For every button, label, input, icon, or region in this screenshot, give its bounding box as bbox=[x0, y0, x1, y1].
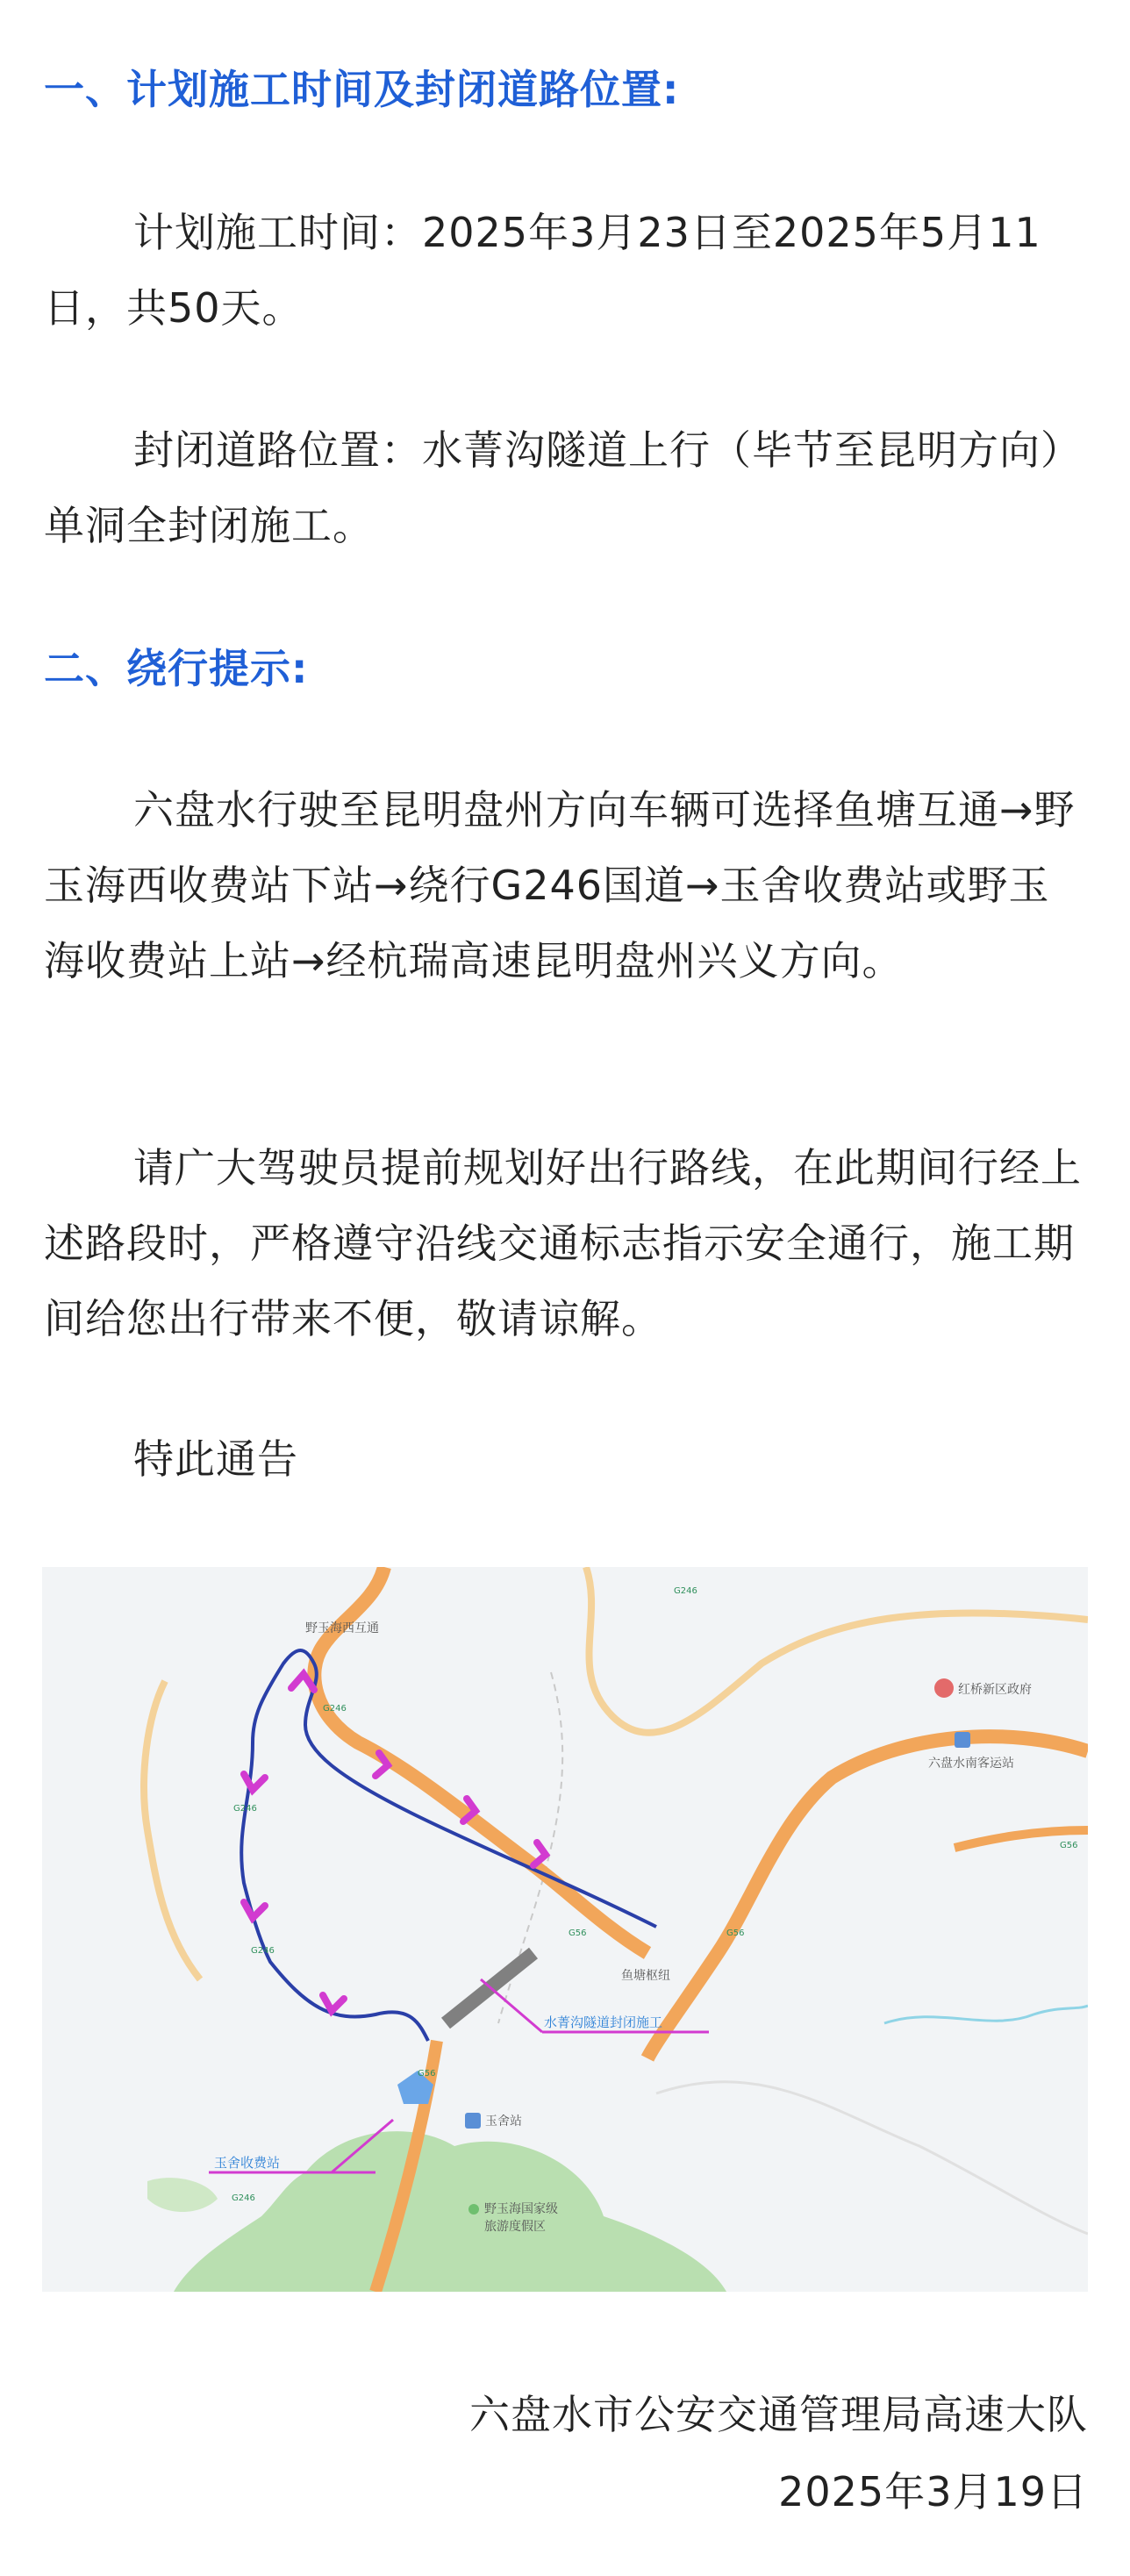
g246-shield-c: G246 bbox=[251, 1946, 275, 1956]
toll-station-label: 玉舍收费站 bbox=[214, 2155, 281, 2171]
g56-shield: G56 bbox=[569, 1928, 587, 1938]
tunnel-closure-label: 水菁沟隧道封闭施工 bbox=[544, 2014, 663, 2030]
scenic-label-line2: 旅游度假区 bbox=[484, 2220, 546, 2234]
gov-label: 红桥新区政府 bbox=[958, 1683, 1032, 1697]
g56-shield-b: G56 bbox=[726, 1928, 745, 1938]
closing-text: 特此通告 bbox=[133, 1435, 298, 1483]
section1-heading: 一、计划施工时间及封闭道路位置: bbox=[44, 66, 680, 113]
scenic-label-line1: 野玉海国家级 bbox=[484, 2202, 558, 2216]
bus-station-icon bbox=[955, 1732, 970, 1748]
g246-shield-e: G246 bbox=[674, 1586, 697, 1596]
g246-shield-d: G246 bbox=[232, 2193, 255, 2203]
construction-time-paragraph: 计划施工时间：2025年3月23日至2025年5月11日，共50天。 bbox=[44, 209, 1041, 332]
yushe-station-icon bbox=[465, 2113, 481, 2129]
signature-date: 2025年3月19日 bbox=[778, 2468, 1088, 2515]
bus-station-label: 六盘水南客运站 bbox=[928, 1757, 1014, 1771]
signature-org: 六盘水市公安交通管理局高速大队 bbox=[469, 2391, 1088, 2438]
g56-shield-c: G56 bbox=[1060, 1841, 1078, 1850]
scenic-area-icon bbox=[468, 2204, 479, 2215]
g56-shield-d: G56 bbox=[418, 2069, 436, 2079]
g246-shield-a: G246 bbox=[323, 1704, 347, 1714]
yutang-label: 鱼塘枢纽 bbox=[621, 1969, 670, 1983]
section2-heading: 二、绕行提示: bbox=[44, 645, 309, 692]
g246-shield-b: G246 bbox=[233, 1804, 257, 1814]
gov-marker-icon bbox=[934, 1678, 954, 1698]
notice-paragraph: 请广大驾驶员提前规划好出行路线，在此期间行经上述路段时，严格遵守沿线交通标志指示安全通行，施工期间给您出行带来不便，敬请谅解。 bbox=[44, 1144, 1082, 1342]
closed-road-paragraph: 封闭道路位置：水菁沟隧道上行（毕节至昆明方向）单洞全封闭施工。 bbox=[44, 426, 1082, 549]
yushe-station-label: 玉舍站 bbox=[485, 2114, 522, 2129]
detour-paragraph: 六盘水行驶至昆明盘州方向车辆可选择鱼塘互通→野玉海西收费站下站→绕行G246国道→玉舍收费站或野玉海收费站上站→经杭瑞高速昆明盘州兴义方向。 bbox=[44, 786, 1076, 984]
detour-map bbox=[42, 1567, 1088, 2292]
map-svg bbox=[42, 1567, 1088, 2292]
interchange-label: 野玉海西互通 bbox=[305, 1621, 379, 1635]
